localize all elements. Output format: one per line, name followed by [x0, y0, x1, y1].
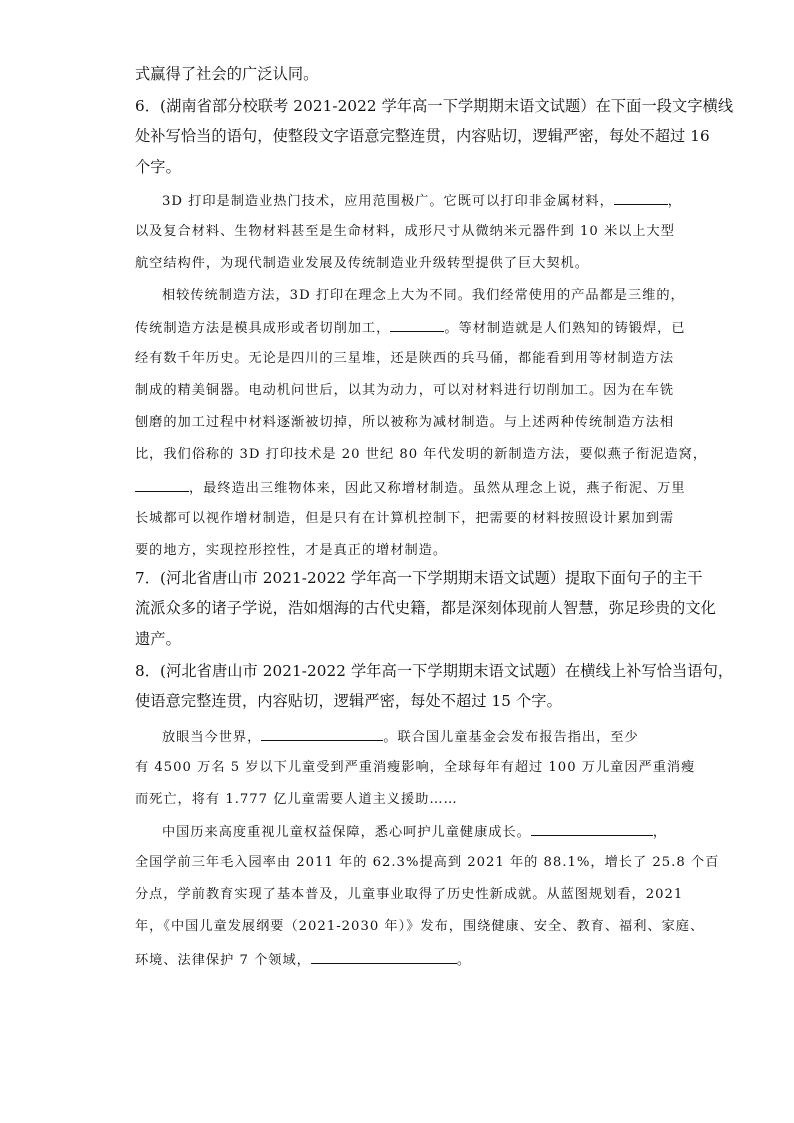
passage-line: 经有数千年历史。无论是四川的三星堆，还是陕西的兵马俑，都能看到用等材制造方法 — [135, 351, 675, 366]
text-line: 式赢得了社会的广泛认同。 — [135, 65, 319, 83]
question-7-sentence: 流派众多的诸子学说，浩如烟海的古代史籍，都是深刻体现前人智慧，弥足珍贵的文化 — [135, 599, 716, 617]
passage-line — [135, 949, 665, 971]
question-8-header: 8．(河北省唐山市 2021-2022 学年高一下学期期末语文试题）在横线上补写恰当语句， — [135, 662, 734, 680]
answer-blank[interactable] — [261, 726, 383, 741]
answer-blank[interactable] — [135, 477, 189, 492]
passage-line — [135, 317, 686, 339]
passage-text: 传统制造方法是模具成形或者切削加工， — [135, 321, 391, 336]
passage-line: 航空结构件，为现代制造业发展及传统制造业升级转型提供了巨大契机。 — [135, 256, 589, 271]
passage-line — [162, 821, 668, 843]
answer-blank[interactable] — [311, 949, 457, 964]
passage-line: 要的地方，实现控形控性，才是真正的增材制造。 — [135, 543, 448, 558]
question-7-sentence-end: 遗产。 — [135, 630, 181, 648]
question-7-header: 7．(河北省唐山市 2021-2022 学年高一下学期期末语文试题）提取下面句子的主干 — [135, 569, 703, 587]
passage-line — [135, 477, 686, 499]
passage-text: ， — [667, 194, 682, 209]
passage-line: 相较传统制造方法，3D 打印在理念上大为不同。我们经常使用的产品都是三维的， — [162, 288, 685, 303]
passage-line: 比，我们俗称的 3D 打印技术是 20 世纪 80 年代发明的新制造方法，要似燕子衔泥造窝， — [135, 447, 708, 462]
passage-line: 分点，学前教育实现了基本普及，儿童事业取得了历史性新成就。从蓝图规划看，2021 — [135, 887, 684, 902]
passage-text: 。等材制造就是人们熟知的铸锻焊，已 — [444, 321, 686, 336]
passage-text: 中国历来高度重视儿童权益保障，悉心呵护儿童健康成长。 — [162, 825, 531, 840]
passage-line: 有 4500 万名 5 岁以下儿童受到严重消瘦影响，全球每年有超过 100 万儿童因严重消瘦 — [135, 760, 696, 775]
passage-text: ， — [652, 825, 668, 840]
passage-text: 放眼当今世界， — [162, 730, 262, 745]
question-6-instruction-end: 个字。 — [135, 158, 181, 176]
passage-line: 长城都可以视作增材制造，但是只有在计算机控制下，把需要的材料按照设计累加到需 — [135, 511, 675, 526]
passage-line: 制成的精美铜器。电动机问世后，以其为动力，可以对材料进行切削加工。因为在车铣 — [135, 383, 675, 398]
passage-text: 环境、法律保护 7 个领域， — [135, 953, 311, 968]
answer-blank[interactable] — [390, 317, 444, 332]
passage-text: 。联合国儿童基金会发布报告指出，至少 — [383, 730, 639, 745]
answer-blank[interactable] — [614, 190, 668, 205]
passage-line: 以及复合材料、生物材料甚至是生命材料，成形尺寸从微纳米元器件到 10 米以上大型 — [135, 224, 675, 239]
question-8-instruction: 使语意完整连贯，内容贴切，逻辑严密，每处不超过 15 个字。 — [135, 692, 562, 710]
passage-line: 而死亡，将有 1.777 亿儿童需要人道主义援助…… — [135, 792, 458, 807]
passage-line: 年，《中国儿童发展纲要（2021-2030 年）》发布，围绕健康、安全、教育、福利、家庭、 — [135, 919, 705, 934]
passage-line: 刨磨的加工过程中材料逐渐被切掉，所以被称为减材制造。与上述两种传统制造方法相 — [135, 415, 675, 430]
passage-text: ，最终造出三维物体来，因此又称增材制造。虽然从理念上说，燕子衔泥、万里 — [189, 481, 686, 496]
passage-line — [162, 190, 682, 212]
passage-text: 。 — [456, 953, 472, 968]
answer-blank[interactable] — [531, 821, 653, 836]
question-6-instruction: 处补写恰当的语句，使整段文字语意完整连贯，内容贴切，逻辑严密，每处不超过 16 — [135, 127, 710, 145]
passage-line: 全国学前三年毛入园率由 2011 年的 62.3%提高到 2021 年的 88.1%，增长了 25.8 个百 — [135, 855, 720, 870]
passage-line — [162, 726, 665, 748]
passage-text: 3D 打印是制造业热门技术，应用范围极广。它既可以打印非金属材料， — [162, 194, 614, 209]
question-6-header: 6．(湖南省部分校联考 2021-2022 学年高一下学期期末语文试题）在下面一段文字横线 — [135, 97, 734, 115]
